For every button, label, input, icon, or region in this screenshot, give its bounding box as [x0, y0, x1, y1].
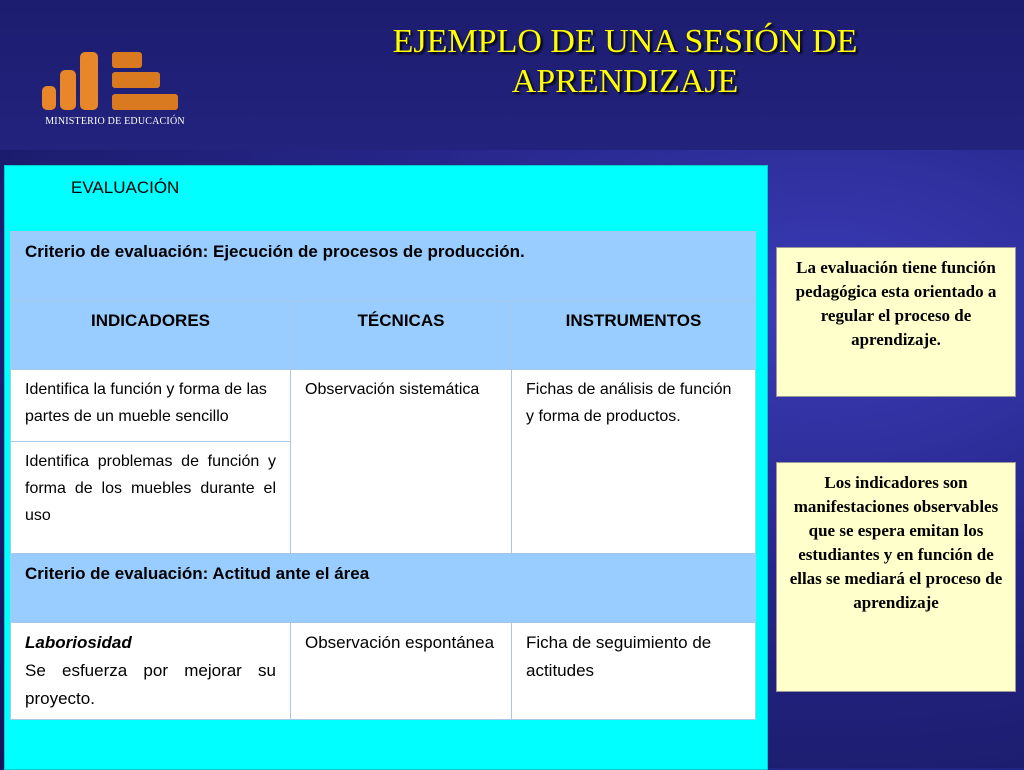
- header-row: [11, 301, 756, 370]
- table-row: [11, 623, 756, 720]
- ministry-label: MINISTERIO DE EDUCACIÓN: [45, 116, 185, 127]
- technique-1: Observación sistemática: [291, 370, 512, 554]
- slide-title: [300, 22, 950, 102]
- panel-heading: EVALUACIÓN: [71, 178, 180, 197]
- technique-2: Observación espontánea: [291, 623, 512, 720]
- criterion-row-1: [11, 232, 756, 301]
- note-evaluation: La evaluación tiene función pedagógica esta orientado a regular el proceso de aprendizaje.: [776, 247, 1016, 397]
- header-instruments: INSTRUMENTOS: [512, 301, 756, 370]
- instrument-1: Fichas de análisis de función y forma de productos.: [512, 370, 756, 554]
- criterion-1: Criterio de evaluación: Ejecución de procesos de producción.: [11, 232, 756, 301]
- indicator-1: Identifica la función y forma de las partes de un mueble sencillo: [11, 370, 291, 442]
- header-indicators: INDICADORES: [11, 301, 291, 370]
- instrument-2: Ficha de seguimiento de actitudes: [512, 623, 756, 720]
- criterion-2: Criterio de evaluación: Actitud ante el área: [11, 554, 756, 623]
- indicator-2: Identifica problemas de función y forma de los muebles durante el uso: [11, 442, 291, 554]
- note-indicators: Los indicadores son manifestaciones observables que se espera emitan los estudiantes y en función de ellas se mediará el proceso de aprendizaje: [776, 462, 1016, 692]
- criterion-row-2: [11, 554, 756, 623]
- title-line-1: EJEMPLO DE UNA SESIÓN DE: [392, 23, 858, 60]
- evaluation-table: [10, 231, 756, 720]
- attitude-title: Laboriosidad: [25, 633, 132, 652]
- title-line-2: APRENDIZAJE: [511, 63, 739, 100]
- evaluation-panel: [4, 165, 768, 770]
- attitude-cell: [11, 623, 291, 720]
- attitude-desc: Se esfuerza por mejorar su proyecto.: [25, 661, 276, 708]
- table-row: [11, 370, 756, 442]
- header-techniques: TÉCNICAS: [291, 301, 512, 370]
